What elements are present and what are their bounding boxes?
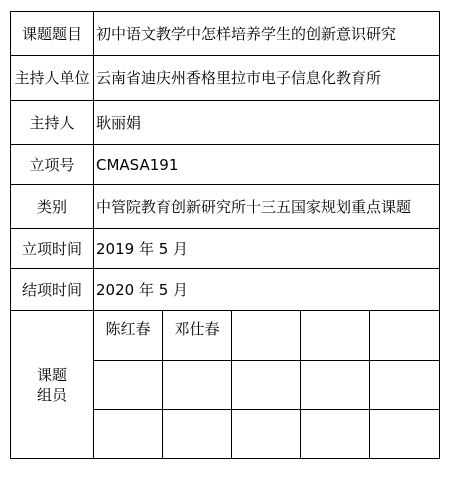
member-cell-empty: [163, 410, 232, 459]
project-info-table: [10, 11, 440, 459]
row-host: [11, 101, 440, 145]
host-unit-label: 主持人单位: [11, 56, 94, 101]
start-date-value: 2019 年 5 月: [94, 229, 440, 269]
row-start-date: [11, 229, 440, 269]
row-host-unit: [11, 56, 440, 101]
start-date-label: 立项时间: [11, 229, 94, 269]
row-end-date: [11, 269, 440, 311]
member-cell-empty: [370, 311, 440, 361]
member-cell-empty: [301, 410, 370, 459]
member-cell-empty: [94, 410, 163, 459]
member-cell-empty: [301, 311, 370, 361]
member-cell-empty: [94, 361, 163, 410]
members-label-line1: 课题: [36, 365, 67, 384]
host-value: 耿丽娟: [94, 101, 440, 145]
members-label-line2: 组员: [36, 385, 67, 404]
project-title-value: 初中语文教学中怎样培养学生的创新意识研究: [94, 12, 440, 56]
category-value: 中管院教育创新研究所十三五国家规划重点课题: [94, 185, 440, 229]
project-title-label: 课题题目: [11, 12, 94, 56]
member-cell-empty: [232, 311, 301, 361]
project-number-value: CMASA191: [94, 145, 440, 185]
host-unit-value: 云南省迪庆州香格里拉市电子信息化教育所: [94, 56, 440, 101]
member-cell-empty: [163, 361, 232, 410]
category-label: 类别: [11, 185, 94, 229]
member-name-1: 陈红春: [94, 311, 163, 361]
member-name-2: 邓仕春: [163, 311, 232, 361]
members-label: [11, 311, 94, 459]
member-cell-empty: [301, 361, 370, 410]
member-cell-empty: [232, 361, 301, 410]
row-project-title: [11, 12, 440, 56]
row-category: [11, 185, 440, 229]
row-project-number: [11, 145, 440, 185]
project-number-label: 立项号: [11, 145, 94, 185]
host-label: 主持人: [11, 101, 94, 145]
row-members-1: [11, 311, 440, 361]
member-cell-empty: [370, 361, 440, 410]
member-cell-empty: [232, 410, 301, 459]
member-cell-empty: [370, 410, 440, 459]
end-date-label: 结项时间: [11, 269, 94, 311]
end-date-value: 2020 年 5 月: [94, 269, 440, 311]
